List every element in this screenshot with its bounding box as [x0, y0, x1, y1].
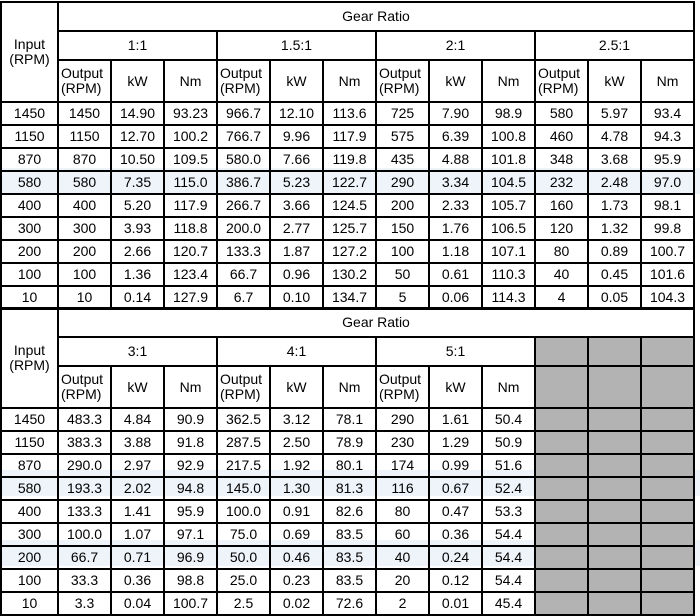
- value-cell: 575: [376, 125, 429, 148]
- value-cell: 580.0: [217, 148, 270, 171]
- value-cell: 118.8: [164, 217, 217, 240]
- value-cell: 80.1: [323, 454, 376, 477]
- value-cell: 725: [376, 102, 429, 125]
- nm-header: Nm: [164, 366, 217, 408]
- value-cell: 3.12: [270, 408, 323, 431]
- value-cell: 160: [535, 194, 588, 217]
- value-cell: 124.5: [323, 194, 376, 217]
- table-row: [1, 431, 694, 454]
- value-cell: 400: [58, 194, 111, 217]
- empty-cell: [641, 431, 694, 454]
- value-cell: 200: [58, 240, 111, 263]
- value-cell: 50: [376, 263, 429, 286]
- value-cell: 66.7: [217, 263, 270, 286]
- value-cell: 72.6: [323, 592, 376, 615]
- value-cell: 100.7: [164, 592, 217, 615]
- value-cell: 383.3: [58, 431, 111, 454]
- value-cell: 54.4: [482, 569, 535, 592]
- value-cell: 4.88: [429, 148, 482, 171]
- value-cell: 300: [58, 217, 111, 240]
- value-cell: 386.7: [217, 171, 270, 194]
- value-cell: 3.93: [111, 217, 164, 240]
- input-rpm-cell: 870: [1, 454, 58, 477]
- value-cell: 1150: [58, 125, 111, 148]
- value-cell: 1.32: [588, 217, 641, 240]
- value-cell: 230: [376, 431, 429, 454]
- value-cell: 117.9: [164, 194, 217, 217]
- empty-cell: [641, 454, 694, 477]
- input-rpm-cell: 1150: [1, 125, 58, 148]
- value-cell: 1.87: [270, 240, 323, 263]
- table-row: [1, 523, 694, 546]
- value-cell: 105.7: [482, 194, 535, 217]
- value-cell: 0.45: [588, 263, 641, 286]
- value-cell: 0.89: [588, 240, 641, 263]
- table-row: [1, 148, 694, 171]
- value-cell: 1.41: [111, 500, 164, 523]
- empty-cell: [588, 366, 641, 408]
- value-cell: 123.4: [164, 263, 217, 286]
- value-cell: 1.36: [111, 263, 164, 286]
- value-cell: 2.97: [111, 454, 164, 477]
- value-cell: 54.4: [482, 546, 535, 569]
- input-rpm-cell: 1150: [1, 431, 58, 454]
- value-cell: 10.50: [111, 148, 164, 171]
- input-rpm-cell: 100: [1, 569, 58, 592]
- value-cell: 97.1: [164, 523, 217, 546]
- value-cell: 50.0: [217, 546, 270, 569]
- value-cell: 125.7: [323, 217, 376, 240]
- table-row: [1, 592, 694, 615]
- value-cell: 66.7: [58, 546, 111, 569]
- empty-cell: [535, 500, 588, 523]
- empty-cell: [588, 546, 641, 569]
- value-cell: 1.61: [429, 408, 482, 431]
- empty-cell: [588, 454, 641, 477]
- value-cell: 150: [376, 217, 429, 240]
- value-cell: 54.4: [482, 523, 535, 546]
- value-cell: 93.4: [641, 102, 694, 125]
- value-cell: 348: [535, 148, 588, 171]
- value-cell: 50.4: [482, 408, 535, 431]
- empty-cell: [535, 523, 588, 546]
- value-cell: 101.8: [482, 148, 535, 171]
- output-rpm-header: Output (RPM): [217, 60, 270, 102]
- value-cell: 1.18: [429, 240, 482, 263]
- gear-ratio-title: Gear Ratio: [58, 2, 694, 31]
- kw-header: kW: [588, 60, 641, 102]
- value-cell: 0.71: [111, 546, 164, 569]
- value-cell: 109.5: [164, 148, 217, 171]
- empty-cell: [641, 569, 694, 592]
- value-cell: 92.9: [164, 454, 217, 477]
- value-cell: 0.01: [429, 592, 482, 615]
- ratio-header: 2:1: [376, 31, 535, 60]
- value-cell: 104.3: [641, 286, 694, 309]
- value-cell: 83.5: [323, 546, 376, 569]
- value-cell: 1.73: [588, 194, 641, 217]
- input-rpm-header: Input (RPM): [1, 2, 58, 102]
- empty-cell: [535, 408, 588, 431]
- value-cell: 200.0: [217, 217, 270, 240]
- value-cell: 80: [535, 240, 588, 263]
- table-row: [1, 408, 694, 431]
- table-row: [1, 125, 694, 148]
- input-rpm-cell: 580: [1, 477, 58, 500]
- value-cell: 53.3: [482, 500, 535, 523]
- empty-cell: [588, 477, 641, 500]
- value-cell: 0.46: [270, 546, 323, 569]
- table-row: [1, 102, 694, 125]
- output-rpm-header: Output (RPM): [376, 366, 429, 408]
- value-cell: 0.10: [270, 286, 323, 309]
- gear-ratio-title: Gear Ratio: [58, 308, 694, 337]
- value-cell: 580: [58, 171, 111, 194]
- value-cell: 116: [376, 477, 429, 500]
- value-cell: 5.97: [588, 102, 641, 125]
- empty-cell: [535, 431, 588, 454]
- value-cell: 4.78: [588, 125, 641, 148]
- table-row: [1, 500, 694, 523]
- table-row: [1, 171, 694, 194]
- value-cell: 98.1: [641, 194, 694, 217]
- nm-header: Nm: [323, 366, 376, 408]
- value-cell: 99.8: [641, 217, 694, 240]
- value-cell: 94.8: [164, 477, 217, 500]
- value-cell: 0.67: [429, 477, 482, 500]
- input-rpm-cell: 10: [1, 286, 58, 309]
- value-cell: 483.3: [58, 408, 111, 431]
- value-cell: 3.3: [58, 592, 111, 615]
- value-cell: 130.2: [323, 263, 376, 286]
- table-row: [1, 263, 694, 286]
- table-row: [1, 217, 694, 240]
- value-cell: 0.36: [111, 569, 164, 592]
- value-cell: 40: [535, 263, 588, 286]
- ratio-header: 5:1: [376, 337, 535, 366]
- value-cell: 200: [376, 194, 429, 217]
- ratio-header: 4:1: [217, 337, 376, 366]
- input-rpm-cell: 870: [1, 148, 58, 171]
- value-cell: 232: [535, 171, 588, 194]
- value-cell: 127.2: [323, 240, 376, 263]
- value-cell: 20: [376, 569, 429, 592]
- value-cell: 78.9: [323, 431, 376, 454]
- ratio-header: 3:1: [58, 337, 217, 366]
- empty-cell: [641, 408, 694, 431]
- value-cell: 0.99: [429, 454, 482, 477]
- empty-cell: [588, 500, 641, 523]
- input-rpm-cell: 580: [1, 171, 58, 194]
- empty-cell: [588, 408, 641, 431]
- input-rpm-cell: 1450: [1, 102, 58, 125]
- value-cell: 90.9: [164, 408, 217, 431]
- output-rpm-header: Output (RPM): [217, 366, 270, 408]
- value-cell: 580: [535, 102, 588, 125]
- value-cell: 0.91: [270, 500, 323, 523]
- value-cell: 10: [58, 286, 111, 309]
- value-cell: 122.7: [323, 171, 376, 194]
- value-cell: 81.3: [323, 477, 376, 500]
- output-rpm-header: Output (RPM): [535, 60, 588, 102]
- value-cell: 3.34: [429, 171, 482, 194]
- empty-cell: [588, 592, 641, 615]
- value-cell: 97.0: [641, 171, 694, 194]
- value-cell: 100.8: [482, 125, 535, 148]
- input-rpm-cell: 400: [1, 500, 58, 523]
- value-cell: 460: [535, 125, 588, 148]
- input-rpm-cell: 100: [1, 263, 58, 286]
- kw-header: kW: [111, 366, 164, 408]
- value-cell: 98.8: [164, 569, 217, 592]
- value-cell: 82.6: [323, 500, 376, 523]
- value-cell: 12.70: [111, 125, 164, 148]
- value-cell: 40: [376, 546, 429, 569]
- value-cell: 50.9: [482, 431, 535, 454]
- value-cell: 6.39: [429, 125, 482, 148]
- value-cell: 174: [376, 454, 429, 477]
- empty-cell: [641, 546, 694, 569]
- input-rpm-cell: 1450: [1, 408, 58, 431]
- table-row: [1, 454, 694, 477]
- input-rpm-cell: 400: [1, 194, 58, 217]
- nm-header: Nm: [164, 60, 217, 102]
- value-cell: 100: [58, 263, 111, 286]
- empty-cell: [535, 366, 588, 408]
- value-cell: 2.33: [429, 194, 482, 217]
- value-cell: 0.12: [429, 569, 482, 592]
- value-cell: 0.02: [270, 592, 323, 615]
- value-cell: 120.7: [164, 240, 217, 263]
- empty-cell: [535, 546, 588, 569]
- empty-cell: [641, 523, 694, 546]
- value-cell: 287.5: [217, 431, 270, 454]
- value-cell: 110.3: [482, 263, 535, 286]
- input-rpm-cell: 200: [1, 546, 58, 569]
- value-cell: 133.3: [217, 240, 270, 263]
- value-cell: 0.69: [270, 523, 323, 546]
- value-cell: 83.5: [323, 569, 376, 592]
- value-cell: 78.1: [323, 408, 376, 431]
- value-cell: 1.07: [111, 523, 164, 546]
- kw-header: kW: [270, 366, 323, 408]
- input-rpm-header: Input (RPM): [1, 308, 58, 408]
- empty-cell: [535, 569, 588, 592]
- value-cell: 217.5: [217, 454, 270, 477]
- value-cell: 362.5: [217, 408, 270, 431]
- value-cell: 52.4: [482, 477, 535, 500]
- value-cell: 7.66: [270, 148, 323, 171]
- table-row: [1, 286, 694, 309]
- value-cell: 7.35: [111, 171, 164, 194]
- value-cell: 120: [535, 217, 588, 240]
- value-cell: 870: [58, 148, 111, 171]
- value-cell: 4: [535, 286, 588, 309]
- value-cell: 33.3: [58, 569, 111, 592]
- output-rpm-header: Output (RPM): [376, 60, 429, 102]
- value-cell: 75.0: [217, 523, 270, 546]
- value-cell: 95.9: [641, 148, 694, 171]
- value-cell: 91.8: [164, 431, 217, 454]
- value-cell: 0.24: [429, 546, 482, 569]
- value-cell: 5.23: [270, 171, 323, 194]
- value-cell: 0.61: [429, 263, 482, 286]
- value-cell: 290.0: [58, 454, 111, 477]
- value-cell: 766.7: [217, 125, 270, 148]
- nm-header: Nm: [482, 366, 535, 408]
- value-cell: 2.5: [217, 592, 270, 615]
- empty-cell: [641, 477, 694, 500]
- value-cell: 1450: [58, 102, 111, 125]
- value-cell: 106.5: [482, 217, 535, 240]
- value-cell: 119.8: [323, 148, 376, 171]
- value-cell: 95.9: [164, 500, 217, 523]
- value-cell: 0.14: [111, 286, 164, 309]
- value-cell: 115.0: [164, 171, 217, 194]
- value-cell: 290: [376, 408, 429, 431]
- value-cell: 100.0: [58, 523, 111, 546]
- value-cell: 96.9: [164, 546, 217, 569]
- value-cell: 5.20: [111, 194, 164, 217]
- value-cell: 7.90: [429, 102, 482, 125]
- kw-header: kW: [270, 60, 323, 102]
- value-cell: 117.9: [323, 125, 376, 148]
- value-cell: 51.6: [482, 454, 535, 477]
- kw-header: kW: [429, 366, 482, 408]
- table-row: [1, 569, 694, 592]
- input-rpm-cell: 300: [1, 217, 58, 240]
- value-cell: 5: [376, 286, 429, 309]
- value-cell: 98.9: [482, 102, 535, 125]
- value-cell: 2.66: [111, 240, 164, 263]
- empty-cell: [641, 500, 694, 523]
- empty-cell: [641, 592, 694, 615]
- output-rpm-header: Output (RPM): [58, 60, 111, 102]
- value-cell: 45.4: [482, 592, 535, 615]
- empty-cell: [535, 592, 588, 615]
- value-cell: 0.47: [429, 500, 482, 523]
- ratio-header: 1.5:1: [217, 31, 376, 60]
- value-cell: 93.23: [164, 102, 217, 125]
- value-cell: 14.90: [111, 102, 164, 125]
- empty-cell: [588, 523, 641, 546]
- value-cell: 1.92: [270, 454, 323, 477]
- empty-cell: [535, 337, 588, 366]
- value-cell: 1.30: [270, 477, 323, 500]
- value-cell: 0.06: [429, 286, 482, 309]
- empty-cell: [641, 366, 694, 408]
- empty-cell: [588, 569, 641, 592]
- value-cell: 9.96: [270, 125, 323, 148]
- value-cell: 290: [376, 171, 429, 194]
- value-cell: 113.6: [323, 102, 376, 125]
- table-row: [1, 546, 694, 569]
- value-cell: 4.84: [111, 408, 164, 431]
- empty-cell: [588, 431, 641, 454]
- value-cell: 94.3: [641, 125, 694, 148]
- kw-header: kW: [111, 60, 164, 102]
- value-cell: 100.7: [641, 240, 694, 263]
- value-cell: 101.6: [641, 263, 694, 286]
- gear-ratio-table-1: [0, 1, 695, 310]
- value-cell: 193.3: [58, 477, 111, 500]
- input-rpm-cell: 200: [1, 240, 58, 263]
- input-rpm-cell: 10: [1, 592, 58, 615]
- value-cell: 6.7: [217, 286, 270, 309]
- value-cell: 100: [376, 240, 429, 263]
- value-cell: 266.7: [217, 194, 270, 217]
- value-cell: 127.9: [164, 286, 217, 309]
- value-cell: 1.76: [429, 217, 482, 240]
- ratio-header: 2.5:1: [535, 31, 694, 60]
- value-cell: 133.3: [58, 500, 111, 523]
- value-cell: 114.3: [482, 286, 535, 309]
- value-cell: 0.23: [270, 569, 323, 592]
- empty-cell: [641, 337, 694, 366]
- table-row: [1, 194, 694, 217]
- value-cell: 1.29: [429, 431, 482, 454]
- value-cell: 0.04: [111, 592, 164, 615]
- value-cell: 3.66: [270, 194, 323, 217]
- input-rpm-cell: 300: [1, 523, 58, 546]
- value-cell: 145.0: [217, 477, 270, 500]
- table-row: [1, 240, 694, 263]
- table-row: [1, 477, 694, 500]
- value-cell: 80: [376, 500, 429, 523]
- value-cell: 134.7: [323, 286, 376, 309]
- value-cell: 100.0: [217, 500, 270, 523]
- value-cell: 2.02: [111, 477, 164, 500]
- value-cell: 2.50: [270, 431, 323, 454]
- value-cell: 2.77: [270, 217, 323, 240]
- empty-cell: [535, 477, 588, 500]
- value-cell: 435: [376, 148, 429, 171]
- output-rpm-header: Output (RPM): [58, 366, 111, 408]
- gear-ratio-table-2: [0, 307, 695, 616]
- nm-header: Nm: [641, 60, 694, 102]
- nm-header: Nm: [482, 60, 535, 102]
- value-cell: 107.1: [482, 240, 535, 263]
- ratio-header: 1:1: [58, 31, 217, 60]
- value-cell: 3.68: [588, 148, 641, 171]
- value-cell: 25.0: [217, 569, 270, 592]
- empty-cell: [535, 454, 588, 477]
- kw-header: kW: [429, 60, 482, 102]
- value-cell: 83.5: [323, 523, 376, 546]
- value-cell: 3.88: [111, 431, 164, 454]
- value-cell: 966.7: [217, 102, 270, 125]
- value-cell: 2: [376, 592, 429, 615]
- value-cell: 0.96: [270, 263, 323, 286]
- value-cell: 100.2: [164, 125, 217, 148]
- value-cell: 0.05: [588, 286, 641, 309]
- value-cell: 104.5: [482, 171, 535, 194]
- empty-cell: [588, 337, 641, 366]
- value-cell: 2.48: [588, 171, 641, 194]
- value-cell: 12.10: [270, 102, 323, 125]
- value-cell: 0.36: [429, 523, 482, 546]
- value-cell: 60: [376, 523, 429, 546]
- nm-header: Nm: [323, 60, 376, 102]
